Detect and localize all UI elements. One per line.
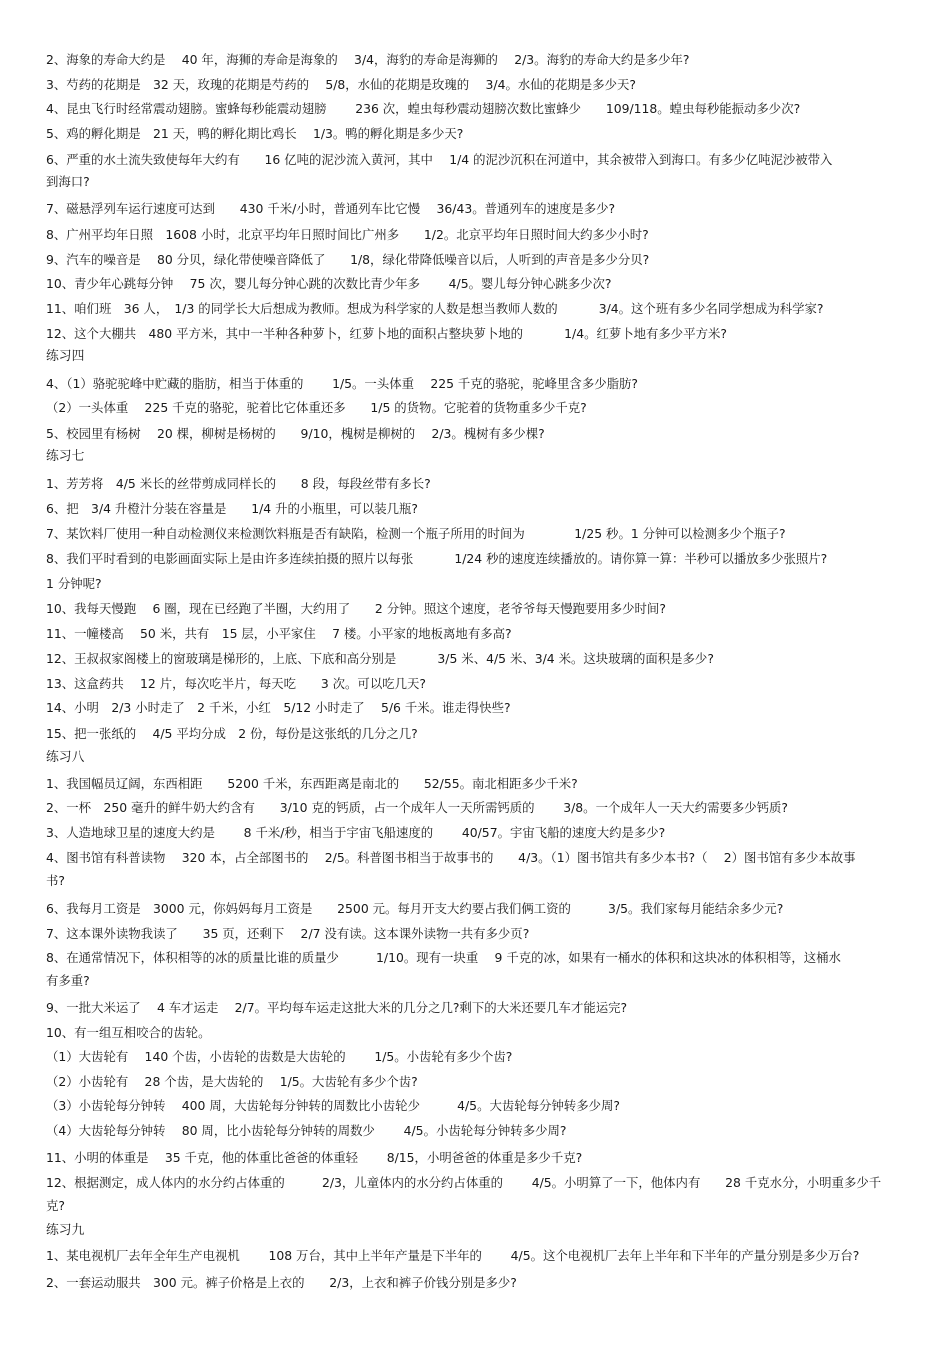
problem-line: （2）一头体重 225 千克的骆驼，驼着比它体重还多 1/5 的货物。它驼着的货物重多少千克? xyxy=(46,400,587,415)
problem-line: 13、这盒药共 12 片，每次吃半片，每天吃 3 次。可以吃几天? xyxy=(46,676,426,691)
problem-line: 12、这个大棚共 480 平方米，其中一半种各种萝卜，红萝卜地的面积占整块萝卜地的 1/4。红萝卜地有多少平方米? xyxy=(46,326,727,341)
problem-line: 7、磁悬浮列车运行速度可达到 430 千米/小时，普通列车比它慢 36/43。普通列车的速度是多少? xyxy=(46,201,616,216)
problem-line: （2）小齿轮有 28 个齿，是大齿轮的 1/5。大齿轮有多少个齿? xyxy=(46,1074,418,1089)
problem-line: 11、小明的体重是 35 千克，他的体重比爸爸的体重轻 8/15，小明爸爸的体重是多少千克? xyxy=(46,1150,583,1165)
section-heading: 练习四 xyxy=(46,349,85,364)
problem-line: 8、我们平时看到的电影画面实际上是由许多连续拍摄的照片以每张 1/24 秒的速度连续播放的。请你算一算：半秒可以播放多少张照片? xyxy=(46,551,828,566)
problem-line: 9、一批大米运了 4 车才运走 2/7。平均每车运走这批大米的几分之几?剩下的大米还要几车才能运完? xyxy=(46,1000,628,1015)
problem-line: （4）大齿轮每分钟转 80 周，比小齿轮每分钟转的周数少 4/5。小齿轮每分钟转多少周? xyxy=(46,1123,567,1138)
problem-line: 6、严重的水土流失致使每年大约有 16 亿吨的泥沙流入黄河，其中 1/4 的泥沙沉积在河道中，其余被带入到海口。有多少亿吨泥沙被带入 xyxy=(46,152,833,167)
problem-line: 书? xyxy=(46,873,65,888)
problem-line: 10、青少年心跳每分钟 75 次，婴儿每分钟心跳的次数比青少年多 4/5。婴儿每分钟心跳多少次? xyxy=(46,276,612,291)
problem-line: 9、汽车的噪音是 80 分贝，绿化带使噪音降低了 1/8，绿化带降低噪音以后，人听到的声音是多少分贝? xyxy=(46,252,650,267)
problem-line: 4、（1）骆驼驼峰中贮藏的脂肪，相当于体重的 1/5。一头体重 225 千克的骆驼，驼峰里含多少脂肪? xyxy=(46,376,638,391)
problem-line: 克? xyxy=(46,1198,65,1213)
problem-line: 10、有一组互相咬合的齿轮。 xyxy=(46,1025,211,1040)
problem-line: 1、芳芳将 4/5 米长的丝带剪成同样长的 8 段，每段丝带有多长? xyxy=(46,476,431,491)
problem-line: 5、鸡的孵化期是 21 天，鸭的孵化期比鸡长 1/3。鸭的孵化期是多少天? xyxy=(46,126,464,141)
problem-line: 1 分钟呢? xyxy=(46,576,102,591)
problem-line: 7、这本课外读物我读了 35 页，还剩下 2/7 没有读。这本课外读物一共有多少页? xyxy=(46,926,530,941)
problem-line: 4、图书馆有科普读物 320 本，占全部图书的 2/5。科普图书相当于故事书的 4/3。（1）图书馆共有多少本书?（ 2）图书馆有多少本故事 xyxy=(46,850,856,865)
problem-line: 10、我每天慢跑 6 圈，现在已经跑了半圈，大约用了 2 分钟。照这个速度，老爷爷每天慢跑要用多少时间? xyxy=(46,601,666,616)
problem-line: 8、在通常情况下，体积相等的冰的质量比谁的质量少 1/10。现有一块重 9 千克的冰，如果有一桶水的体积和这块冰的体积相等，这桶水 xyxy=(46,950,841,965)
problem-line: 8、广州平均年日照 1608 小时，北京平均年日照时间比广州多 1/2。北京平均年日照时间大约多少小时? xyxy=(46,227,649,242)
problem-line: 有多重? xyxy=(46,973,90,988)
section-heading: 练习九 xyxy=(46,1223,85,1238)
problem-line: 1、我国幅员辽阔，东西相距 5200 千米，东西距离是南北的 52/55。南北相距多少千米? xyxy=(46,776,578,791)
problem-line: 7、某饮料厂使用一种自动检测仪来检测饮料瓶是否有缺陷，检测一个瓶子所用的时间为 1/25 秒。1 分钟可以检测多少个瓶子? xyxy=(46,526,786,541)
problem-line: 6、把 3/4 升橙汁分装在容量是 1/4 升的小瓶里，可以装几瓶? xyxy=(46,501,418,516)
problem-line: 12、根据测定，成人体内的水分约占体重的 2/3，儿童体内的水分约占体重的 4/5。小明算了一下，他体内有 28 千克水分，小明重多少千 xyxy=(46,1175,882,1190)
problem-line: 14、小明 2/3 小时走了 2 千米，小红 5/12 小时走了 5/6 千米。谁走得快些? xyxy=(46,700,511,715)
problem-line: 1、某电视机厂去年全年生产电视机 108 万台，其中上半年产量是下半年的 4/5。这个电视机厂去年上半年和下半年的产量分别是多少万台? xyxy=(46,1248,860,1263)
section-heading: 练习七 xyxy=(46,449,85,464)
problem-line: 11、一幢楼高 50 米，共有 15 层，小平家住 7 楼。小平家的地板离地有多高? xyxy=(46,626,512,641)
problem-line: 到海口? xyxy=(46,174,90,189)
problem-line: 15、把一张纸的 4/5 平均分成 2 份，每份是这张纸的几分之几? xyxy=(46,726,418,741)
section-heading: 练习八 xyxy=(46,750,85,765)
problem-line: 4、昆虫飞行时经常震动翅膀。蜜蜂每秒能震动翅膀 236 次，蝗虫每秒震动翅膀次数比蜜蜂少 109/118。蝗虫每秒能振动多少次? xyxy=(46,101,801,116)
problem-line: 11、咱们班 36 人， 1/3 的同学长大后想成为教师。想成为科学家的人数是想当教师人数的 3/4。这个班有多少名同学想成为科学家? xyxy=(46,301,824,316)
problem-line: 3、人造地球卫星的速度大约是 8 千米/秒，相当于宇宙飞船速度的 40/57。宇宙飞船的速度大约是多少? xyxy=(46,825,666,840)
problem-line: 12、王叔叔家阁楼上的窗玻璃是梯形的，上底、下底和高分别是 3/5 米、4/5 米、3/4 米。这块玻璃的面积是多少? xyxy=(46,651,714,666)
problem-line: 5、校园里有杨树 20 棵，柳树是杨树的 9/10，槐树是柳树的 2/3。槐树有多少棵? xyxy=(46,426,545,441)
problem-line: 2、一套运动服共 300 元。裤子价格是上衣的 2/3，上衣和裤子价钱分别是多少? xyxy=(46,1275,517,1290)
problem-line: 3、芍药的花期是 32 天，玫瑰的花期是芍药的 5/8，水仙的花期是玫瑰的 3/4。水仙的花期是多少天? xyxy=(46,77,636,92)
problem-line: 2、一杯 250 毫升的鲜牛奶大约含有 3/10 克的钙质，占一个成年人一天所需钙质的 3/8。一个成年人一天大约需要多少钙质? xyxy=(46,800,789,815)
problem-line: （3）小齿轮每分钟转 400 周，大齿轮每分钟转的周数比小齿轮少 4/5。大齿轮每分钟转多少周? xyxy=(46,1098,620,1113)
problem-line: 6、我每月工资是 3000 元，你妈妈每月工资是 2500 元。每月开支大约要占我们俩工资的 3/5。我们家每月能结余多少元? xyxy=(46,901,784,916)
problem-line: （1）大齿轮有 140 个齿，小齿轮的齿数是大齿轮的 1/5。小齿轮有多少个齿? xyxy=(46,1049,513,1064)
problem-line: 2、海象的寿命大约是 40 年，海狮的寿命是海象的 3/4，海豹的寿命是海狮的 2/3。海豹的寿命大约是多少年? xyxy=(46,52,690,67)
